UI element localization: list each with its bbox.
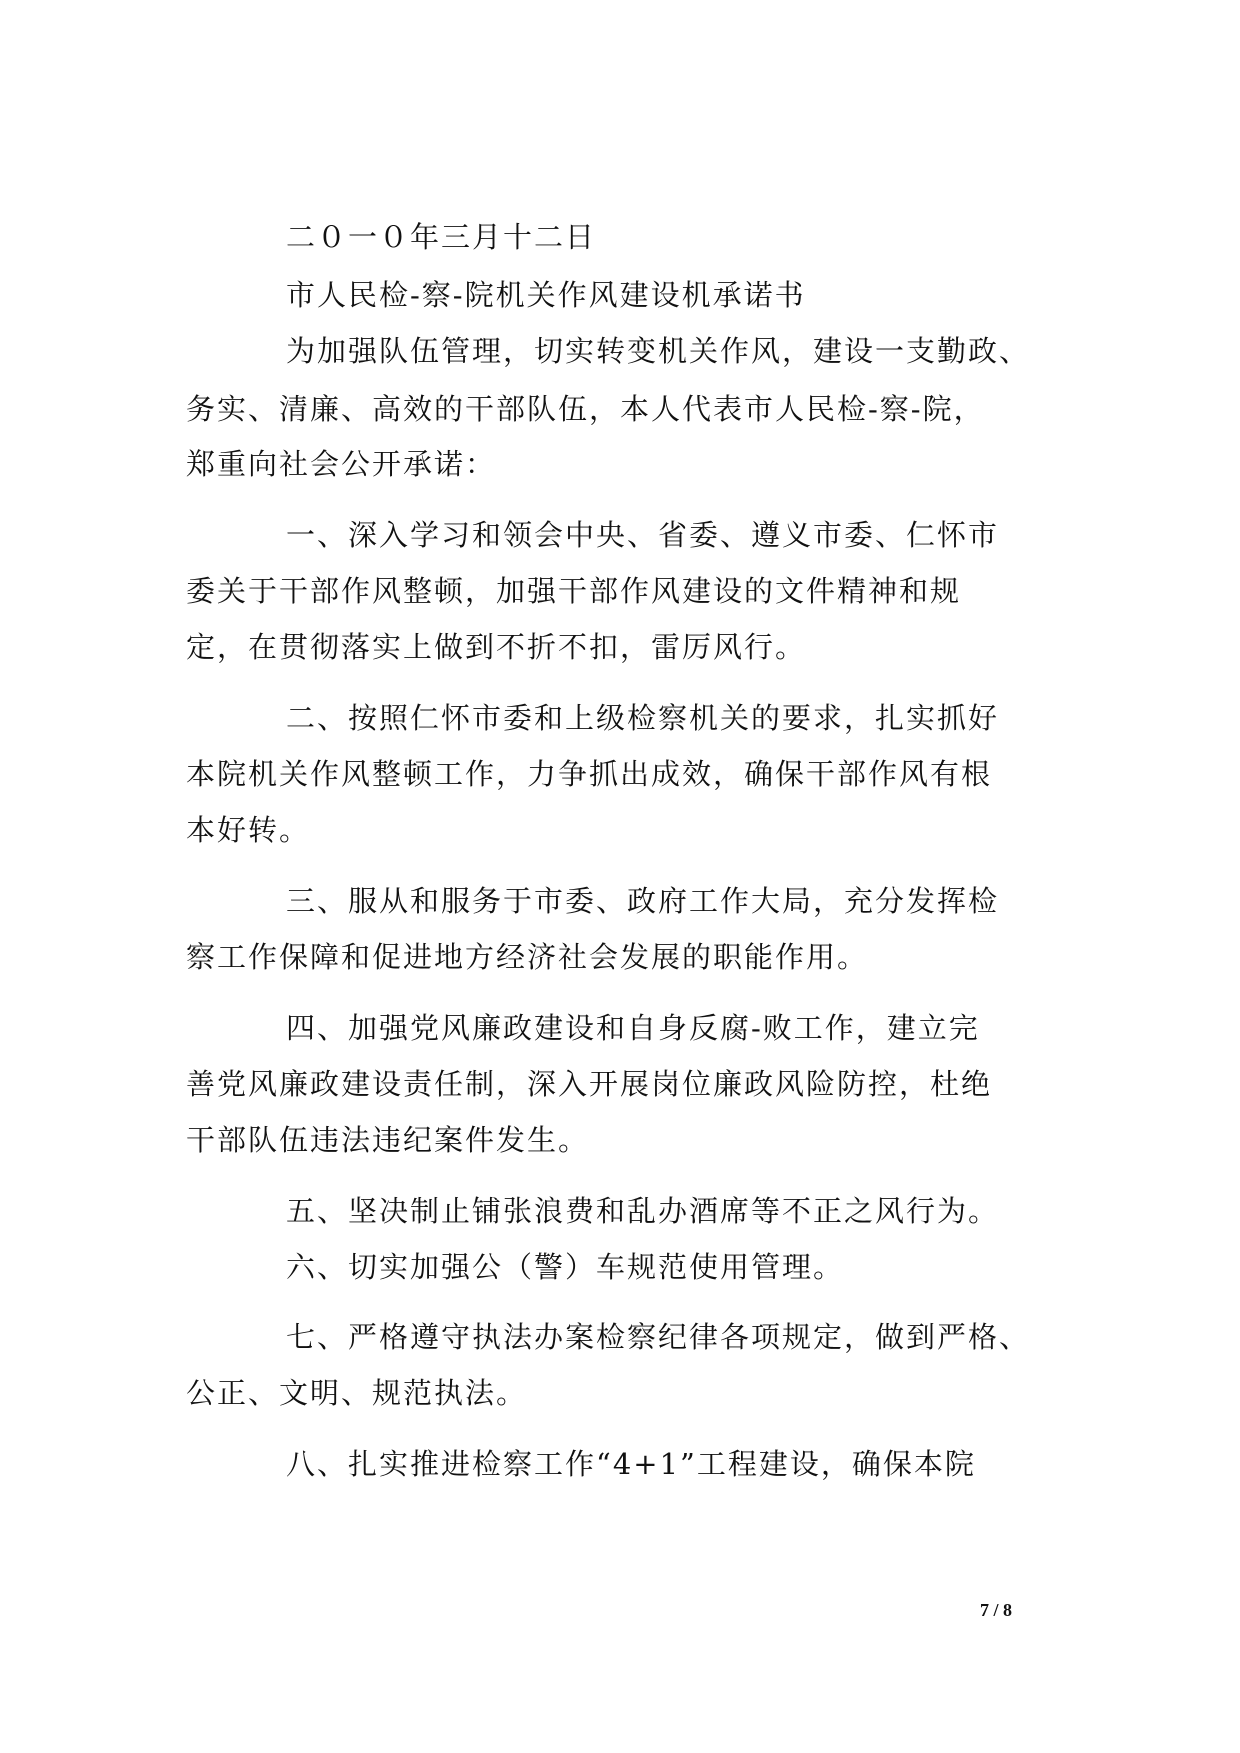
commitment-item-5-line: 五、坚决制止铺张浪费和乱办酒席等不正之风行为。 — [286, 1194, 1000, 1228]
document-date: 二０一０年三月十二日 — [286, 220, 597, 254]
commitment-item-7-line: 七、严格遵守执法办案检察纪律各项规定，做到严格、 — [286, 1320, 1031, 1354]
commitment-item-2-line: 本好转。 — [186, 813, 311, 847]
commitment-item-2-line: 本院机关作风整顿工作，力争抓出成效，确保干部作风有根 — [186, 757, 993, 791]
intro-line: 务实、清廉、高效的干部队伍，本人代表市人民检-察-院， — [186, 392, 985, 426]
commitment-item-1-line: 一、深入学习和领会中央、省委、遵义市委、仁怀市 — [286, 518, 1000, 552]
commitment-item-4-line: 四、加强党风廉政建设和自身反腐-败工作，建立完 — [286, 1011, 980, 1045]
commitment-item-3-line: 察工作保障和促进地方经济社会发展的职能作用。 — [186, 940, 869, 974]
commitment-item-1-line: 委关于干部作风整顿，加强干部作风建设的文件精神和规 — [186, 574, 962, 608]
intro-line: 郑重向社会公开承诺： — [186, 447, 497, 481]
commitment-item-1-line: 定，在贯彻落实上做到不折不扣，雷厉风行。 — [186, 630, 807, 664]
commitment-item-4-line: 干部队伍违法违纪案件发生。 — [186, 1123, 590, 1157]
document-title: 市人民检-察-院机关作风建设机承诺书 — [286, 278, 806, 312]
commitment-item-6-line: 六、切实加强公（警）车规范使用管理。 — [286, 1250, 845, 1284]
commitment-item-8-line: 八、扎实推进检察工作“4+1”工程建设，确保本院 — [286, 1447, 976, 1481]
commitment-item-7-line: 公正、文明、规范执法。 — [186, 1376, 528, 1410]
commitment-item-4-line: 善党风廉政建设责任制，深入开展岗位廉政风险防控，杜绝 — [186, 1067, 993, 1101]
commitment-item-3-line: 三、服从和服务于市委、政府工作大局，充分发挥检 — [286, 884, 1000, 918]
intro-line: 为加强队伍管理，切实转变机关作风，建设一支勤政、 — [286, 334, 1031, 368]
page-number: 7 / 8 — [979, 1600, 1012, 1620]
commitment-item-2-line: 二、按照仁怀市委和上级检察机关的要求，扎实抓好 — [286, 701, 1000, 735]
